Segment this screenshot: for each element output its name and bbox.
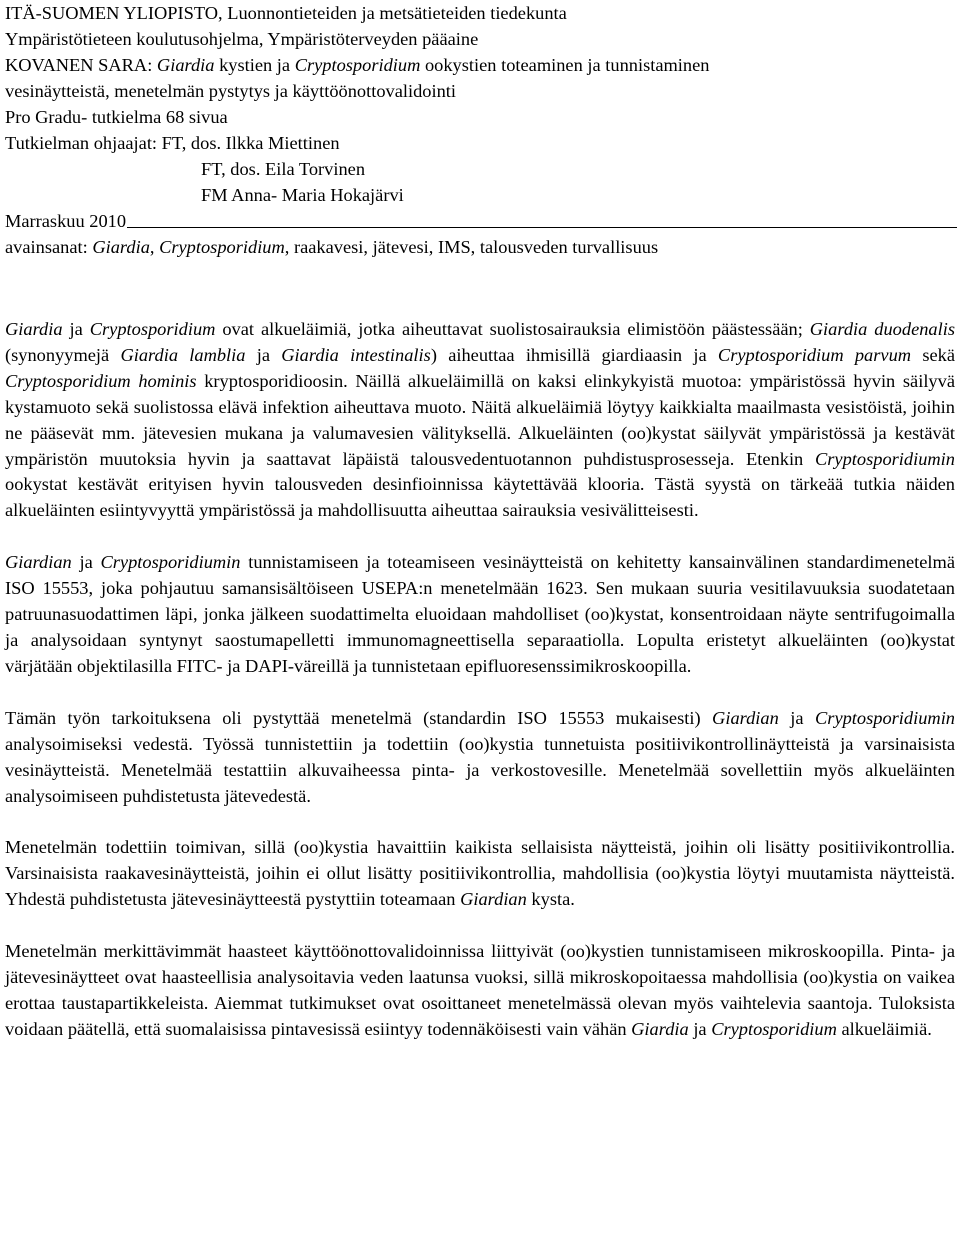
supervisor-3: FM Anna- Maria Hokajärvi — [201, 185, 404, 205]
author-name: KOVANEN SARA: — [5, 55, 157, 75]
italic-term: Cryptosporidiumin — [100, 552, 241, 573]
italic-term: Giardia — [5, 319, 63, 339]
italic-term: Giardia — [631, 1018, 689, 1039]
italic-term: Giardian — [712, 707, 779, 728]
text-run: Menetelmän merkittävimmät haasteet käyttöönottovalidoinnissa liittyivät (oo)kystien tunnistamiseen mikroskoopilla. Pinta- ja jätevesinäytteet ovat haasteellisia analysoitavia veden laatunsa vuoksi, sillä mikroskopoitaessa mahdollisia (oo)kystia on vaikea erottaa taustapartikkeleista. Aiemmat tutkimukset ovat osoittaneet menetelmässä olevan myös vaihtelevia saantoja. Tuloksista voidaan päätellä, että suomalaisissa pintavesissä esiintyy todennäköisesti vain vähän — [5, 941, 955, 1039]
italic-term: Giardian — [460, 889, 527, 910]
title-text: kystien ja — [214, 55, 295, 75]
text-run: Tämän työn tarkoituksena oli pystyttää menetelmä (standardin ISO 15553 mukaisesti) — [5, 707, 713, 728]
text-run: kysta. — [526, 889, 575, 910]
italic-term: Giardia lamblia — [120, 344, 246, 365]
text-run: Menetelmän todettiin toimivan, sillä (oo)kystia havaittiin kaikista sellaisista näytteistä, joihin oli lisätty positiivikontrollia. Varsinaisista raakavesinäytteistä, joihin ei ollut lisätty positiivikontrollia, mahdollisia (oo)kystia löytyi muutamista näytteistä. Yhdestä puhdistetusta jätevesinäytteestä pystyttiin toteamaan — [5, 837, 955, 910]
university-line: ITÄ-SUOMEN YLIOPISTO, Luonnontieteiden ja metsätieteiden tiedekunta — [5, 3, 567, 23]
paragraph-2 — [5, 550, 955, 680]
italic-term: Giardia duodenalis — [809, 319, 955, 339]
italic-term: Cryptosporidiumin — [815, 448, 955, 469]
text-run: ja — [688, 1018, 712, 1039]
title-text: ookystien toteaminen ja tunnistaminen — [420, 55, 710, 75]
title-cryptosporidium: Cryptosporidium — [294, 55, 421, 75]
text-run: ja — [778, 707, 816, 728]
italic-term: Cryptosporidium — [711, 1018, 837, 1039]
paragraph-3 — [5, 706, 955, 810]
text-run: sekä — [911, 344, 955, 365]
text-run: ja — [71, 552, 101, 573]
text-run: ) aiheuttaa ihmisillä giardiaasin ja — [430, 344, 718, 365]
keywords-line — [5, 234, 957, 260]
italic-term: Giardia intestinalis — [281, 344, 431, 365]
keywords-label: avainsanat: — [5, 237, 93, 257]
abstract-header — [5, 0, 957, 260]
keyword-cryptosporidium: Cryptosporidium — [159, 237, 285, 257]
italic-term: Cryptosporidium parvum — [717, 344, 912, 365]
text-run: analysoimiseksi vedestä. Työssä tunnistettiin ja todettiin (oo)kystia tunnetuista positiivikontrollinäytteistä ja varsinaisista vesinäytteistä. Menetelmää testattiin alkuvaiheessa pinta- ja verkostovesille. Menetelmää sovellettiin myös alkueläinten analysoimiseen puhdistetusta jätevedestä. — [5, 733, 955, 806]
date-line — [5, 208, 957, 234]
paragraph-5 — [5, 939, 955, 1043]
supervisor-2: FT, dos. Eila Torvinen — [201, 159, 366, 179]
supervisors-line: Tutkielman ohjaajat: FT, dos. Ilkka Miettinen — [5, 133, 340, 153]
text-run: kryptosporidioosin. Näillä alkueläimillä on kaksi elinkykyistä muotoa: ympäristössä hyvin säilyvä kystamuoto sekä suolistossa elävä infektion aiheuttava muoto. Näitä alkueläimiä löytyy kaikkialta maailmasta vesistöistä, joihin ne pääsevät mm. jätevesien mukana ja valumavesien välityksellä. Alkueläinten (oo)kystat säilyvät ympäristössä ja kestävät ympäristön muutoksia hyvin ja saattavat läpäistä talousvedentuotannon puhdistusprosesseja. Etenkin — [5, 370, 955, 469]
text-run: ovat alkueläimiä, jotka aiheuttavat suolistosairauksia elimistöön päästessään; — [215, 319, 810, 339]
program-line: Ympäristötieteen koulutusohjelma, Ympäristöterveyden pääaine — [5, 29, 479, 49]
text-run: alkueläimiä. — [836, 1018, 932, 1039]
horizontal-rule — [127, 227, 957, 228]
italic-term: Cryptosporidiumin — [815, 707, 956, 728]
keyword-giardia: Giardia — [92, 237, 150, 257]
paragraph-1 — [5, 317, 955, 524]
keywords-rest: , raakavesi, jätevesi, IMS, talousveden turvallisuus — [284, 237, 659, 257]
title-giardia: Giardia — [156, 55, 215, 75]
date: Marraskuu 2010 — [5, 211, 127, 231]
italic-term: Cryptosporidium — [89, 319, 216, 339]
thesis-title-line-2: vesinäytteistä, menetelmän pystytys ja käyttöönottovalidointi — [5, 81, 457, 101]
text-run: tunnistamiseen ja toteamiseen vesinäytteistä on kehitetty kansainvälinen standardimenetelmä ISO 15553, joka pohjautuu samansisältöiseen USEPA:n menetelmään 1623. Sen mukaan suuria vesitilavuuksia suodatetaan patruunasuodattimen läpi, jonka jälkeen suodattimelta eluoidaan mahdolliset (oo)kystat, konsentroidaan näyte sentrifugoimalla ja analysoidaan syntynyt saostumapelletti immunomagneettisella separaatiolla. Lopulta eristetyt alkueläinten (oo)kystat värjätään objektilasilla FITC- ja DAPI-väreillä ja tunnistetaan epifluoresenssimikroskoopilla. — [5, 552, 955, 676]
text-run: ja — [245, 344, 282, 365]
thesis-type: Pro Gradu- tutkielma 68 sivua — [5, 107, 228, 127]
text-run: (synonyymejä — [5, 344, 121, 365]
text-run: ookystat kestävät erityisen hyvin talousveden desinfioinnissa käytettävää klooria. Tästä syystä on tärkeää tutkia näiden alkueläinten esiintyvyyttä ympäristössä ja mahdollisuutta aiheuttaa sairauksia vesivälitteisesti. — [5, 474, 955, 521]
italic-term: Giardian — [5, 552, 72, 573]
text-run: ja — [62, 319, 90, 339]
italic-term: Cryptosporidium hominis — [5, 370, 197, 391]
thesis-title-line — [5, 52, 957, 78]
keyword-separator: , — [149, 237, 160, 257]
paragraph-4 — [5, 835, 955, 913]
abstract-body — [5, 317, 955, 1043]
